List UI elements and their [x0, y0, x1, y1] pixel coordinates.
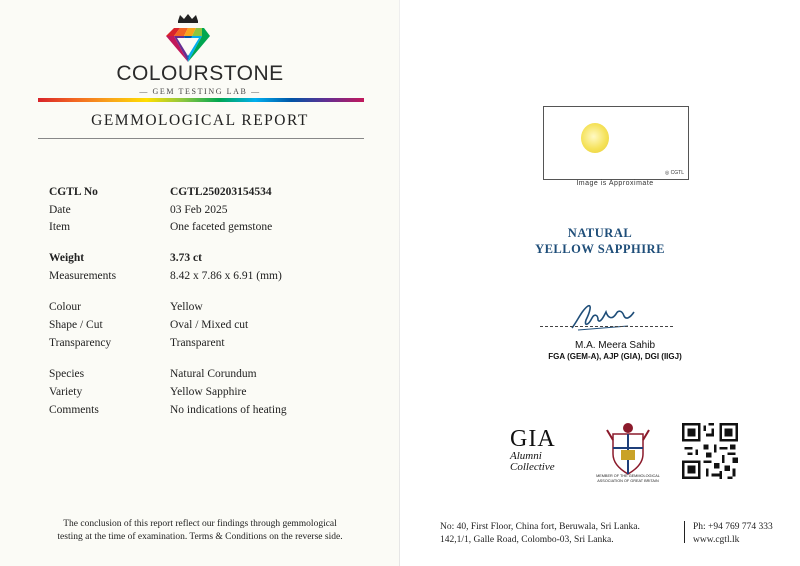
- footer-divider: [684, 521, 685, 543]
- identification-line1: NATURAL: [567, 226, 633, 240]
- lab-contact: [693, 521, 773, 547]
- comments-label: Comments: [49, 404, 99, 416]
- date-label: Date: [49, 204, 71, 216]
- gem-a-crest-icon: [603, 420, 653, 478]
- species-value: Natural Corundum: [170, 368, 257, 380]
- date-value: 03 Feb 2025: [170, 204, 228, 216]
- variety-value: Yellow Sapphire: [170, 386, 247, 398]
- transparency-label: Transparency: [49, 337, 112, 349]
- rainbow-divider: [38, 98, 364, 102]
- signer-name: M.A. Meera Sahib: [574, 340, 656, 351]
- qr-code-icon[interactable]: [682, 423, 738, 479]
- brand-name: COLOURSTONE: [116, 62, 284, 85]
- gia-alumni-badge: [510, 427, 572, 473]
- colour-value: Yellow: [170, 301, 203, 313]
- signature-icon: [568, 300, 638, 334]
- gemstone-image-frame: [543, 106, 689, 180]
- gia-collective-text: Collective: [510, 461, 555, 473]
- identification-line2: YELLOW SAPPHIRE: [535, 242, 665, 256]
- phone-number: Ph: +94 769 774 333: [693, 522, 773, 532]
- image-caption: Image is Approximate: [576, 180, 654, 187]
- measurements-value: 8.42 x 7.86 x 6.91 (mm): [170, 270, 282, 282]
- gem-a-crest-caption: MEMBER OF THE GEMMOLOGICAL ASSOCIATION OF GREAT BRITAIN: [596, 474, 660, 483]
- website-link[interactable]: www.cgtl.lk: [693, 535, 740, 545]
- lab-address: No: 40, First Floor, China fort, Beruwala, Sri Lanka. 142,1/1, Galle Road, Colombo-03, Sri Lanka.: [440, 522, 640, 545]
- variety-label: Variety: [49, 386, 83, 398]
- signer-credentials: FGA (GEM-A), AJP (GIA), DGI (IIGJ): [548, 352, 682, 361]
- gia-wordmark: GIA: [510, 426, 556, 452]
- gemstone-image: [581, 123, 609, 153]
- image-cgtl-mark: ◎ CGTL: [664, 170, 684, 176]
- disclaimer-text: The conclusion of this report reflect our findings through gemmological testing at the time of examination. Terms & Conditions on the reverse side.: [57, 519, 343, 542]
- brand-block: [0, 62, 400, 96]
- shape-cut-value: Oval / Mixed cut: [170, 319, 249, 331]
- weight-value: 3.73 ct: [170, 252, 202, 264]
- gia-alumni-text: Alumni: [510, 450, 542, 462]
- colour-label: Colour: [49, 301, 81, 313]
- transparency-value: Transparent: [170, 337, 225, 349]
- report-title: GEMMOLOGICAL REPORT: [91, 112, 309, 129]
- weight-label: Weight: [49, 252, 85, 264]
- measurements-label: Measurements: [49, 270, 117, 282]
- item-label: Item: [49, 221, 71, 233]
- cgtl-no-label: CGTL No: [49, 186, 98, 198]
- title-underline: [38, 138, 364, 139]
- diamond-crown-logo-icon: [160, 12, 216, 68]
- brand-subtitle: — GEM TESTING LAB —: [139, 87, 261, 96]
- shape-cut-label: Shape / Cut: [49, 319, 103, 331]
- signature-line: [540, 326, 673, 327]
- cgtl-no-value: CGTL250203154534: [170, 186, 272, 198]
- comments-value: No indications of heating: [170, 404, 287, 416]
- item-value: One faceted gemstone: [170, 221, 273, 233]
- species-label: Species: [49, 368, 85, 380]
